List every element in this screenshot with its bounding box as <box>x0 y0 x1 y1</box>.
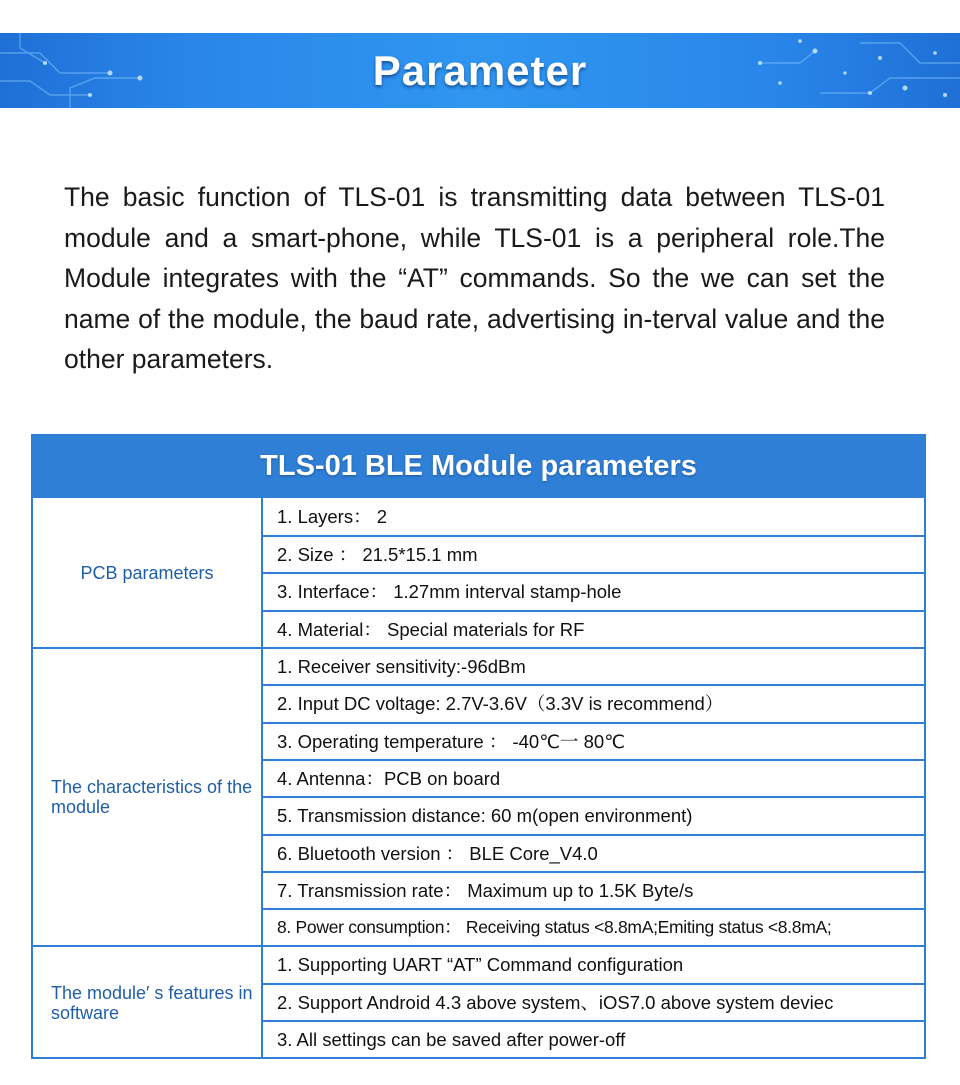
table-row: 2. Size ： 21.5*15.1 mm <box>277 544 478 565</box>
banner-title: Parameter <box>372 47 588 94</box>
table-row: 2. Input DC voltage: 2.7V-3.6V（3.3V is recommend） <box>277 693 724 714</box>
intro-paragraph: The basic function of TLS-01 is transmitting data between TLS-01 module and a smart-phone, while TLS-01 is a peripheral role.The Module integrates with the “AT” commands. So the we can set the name of the module, the baud rate, advertising in-terval value and the other parameters. <box>64 182 885 375</box>
table-row: 4. Material： Special materials for RF <box>277 619 585 640</box>
table-row: 1. Supporting UART “AT” Command configuration <box>277 954 684 975</box>
table-title: TLS-01 BLE Module parameters <box>33 436 924 498</box>
table-row: 3. Operating temperature ： -40℃一 80℃ <box>277 731 625 752</box>
table-row: 2. Support Android 4.3 above system、iOS7.0 above system deviec <box>277 992 834 1013</box>
table-row: 7. Transmission rate： Maximum up to 1.5K Byte/s <box>277 880 694 901</box>
table-row: 3. Interface： 1.27mm interval stamp-hole <box>277 581 622 602</box>
table-row: 3. All settings can be saved after power-off <box>277 1029 626 1050</box>
table-row: 6. Bluetooth version ： BLE Core_V4.0 <box>277 843 598 864</box>
table-row: 8. Power consumption： Receiving status <8.8mA;Emiting status <8.8mA; <box>277 917 832 937</box>
group-label-pcb: PCB parameters <box>80 563 214 583</box>
group-label-software: The module′ s features in software <box>51 982 253 1023</box>
table-row: 1. Layers： 2 <box>277 506 388 527</box>
title-banner <box>0 33 960 108</box>
group-label-characteristics: The characteristics of the module <box>51 777 253 817</box>
table-row: 4. Antenna：PCB on board <box>277 768 501 789</box>
parameters-table <box>31 434 926 1059</box>
table-row: 5. Transmission distance: 60 m(open environment) <box>277 805 693 826</box>
table-row: 1. Receiver sensitivity:-96dBm <box>277 656 526 677</box>
